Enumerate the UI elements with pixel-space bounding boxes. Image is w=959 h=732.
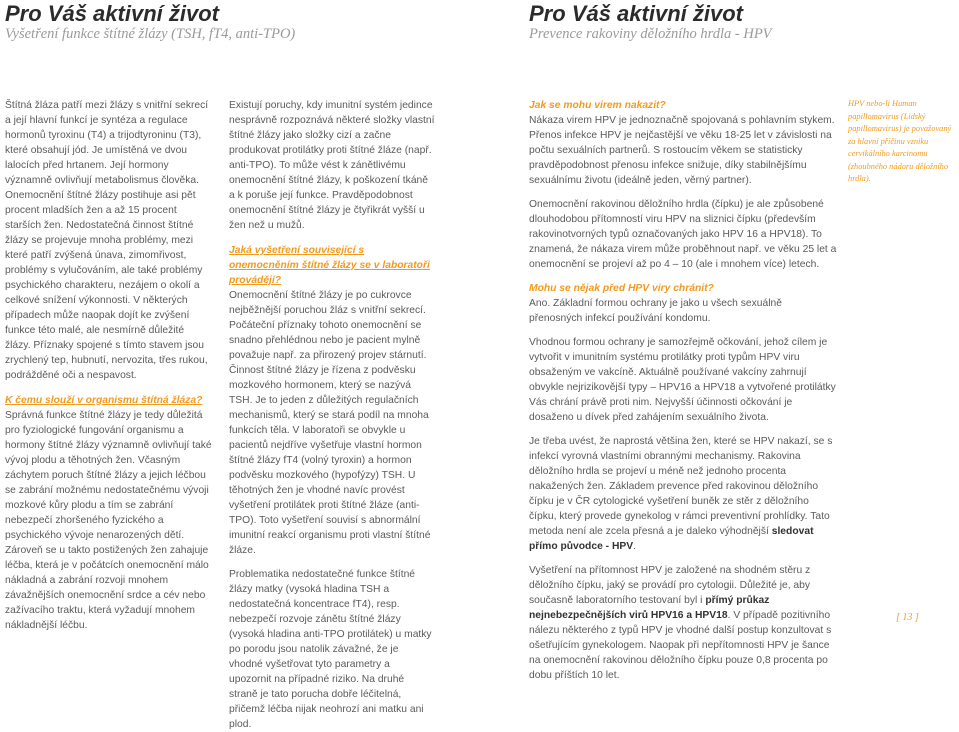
col3-para6: Vyšetření na přítomnost HPV je založené na shodném stěru z děložního čípku, jaký se provádí pro cytologii. Důležité je, aby současně laboratorního testovaní byl i [529, 565, 811, 606]
col2-para3: Problematika nedostatečné funkce štítné žlázy matky (vysoká hladina TSH a nedostatečná koncentrace fT4), resp. nebezpečí rozvoje zánětu štítné žlázy (vysoká hladina anti-TPO protilátek) u matky po porodu jsou natolik závažné, že je vhodné vyšetřovat tyto parametry a upozornit na případné riziko. Na druhé straně je tato porucha dobře léčitelná, přičemž léčba nijak neohrozí ani matku ani plod. [229, 569, 432, 730]
column-hpv [529, 98, 837, 683]
column-thyroid-intro [5, 98, 212, 633]
left-header [5, 2, 465, 43]
col2-para2-c: Činnost štítné žlázy je řízena z podvěsku mozkového hormonem, který se nazývá TSH. Je to jeden z důležitých regulačních mechanismů, který se stará podíl na mnoha funkcích těla. [229, 365, 429, 436]
col3-para6-cont: . V případě pozitivního nálezu některého z typů HPV je vhodné další postup konzultovat s ošetřujícím gynekologem. Naopak při nepřítomnosti HPV je šance na onemocnění rakovinou děložního čípku pouze 0,8 procenta po dobu příštích 10 let. [529, 610, 832, 681]
col1-para1: Štítná žláza patří mezi žlázy s vnitřní sekrecí a její hlavní funkcí je syntéza a regulace hormonů tyroxinu (T4) a trijodtyroninu (T3), které obsahují jód. Je umístěná ve dvou lalocích před hrtanem. Její hormony významně ovlivňují metabolismus člověka. [5, 100, 209, 186]
col3-heading1: Jak se mohu virem nakazit? [529, 100, 666, 111]
col1-para2: Správná funkce štítné žlázy je tedy důležitá pro fyziologické fungování organismu a hormony štítné žlázy významně ovlivňují také vývoj plodu a těhotných žen. [5, 410, 212, 466]
col2-para1: Existují poruchy, kdy imunitní systém jedince nesprávně rozpoznává některé složky vlastní štítné žlázy jako složky cizí a začne produkovat protilátky proti štítné žláze (např. anti-TPO). [229, 100, 435, 171]
right-subtitle: Prevence rakoviny děložního hrdla - HPV [529, 26, 772, 42]
col2-para1-cont: To může vést k zánětlivému onemocnění štítné žlázy, k poškození tkáně a k poruše její funkce. Pravděpodobnost onemocnění štítné žlázy je čtyřikrát vyšší u žen než u mužů. [229, 160, 428, 231]
col3-para5-end: . [633, 541, 637, 552]
col2-para2-d: V laboratoři se obvykle u pacientů nejdříve vyšetřuje vlastní hormon štítné žlázy fT4 (volný tyroxin) a hormon podvěsku mozkového (hypofýzy) TSH. U těhotných žen je vhodné navíc provést vyšetření protilátek proti štítné žláze (anti-TPO). Toto vyšetření souvisí s abnormální imunitní reakcí organismu proti vlastní štítné žláze. [229, 425, 431, 556]
col3-para5-bold: sledovat přímo původce - HPV [529, 526, 814, 552]
col1-para2-cont: Včasným záchytem poruch štítné žlázy a jejich léčbou se zabrání možnému nedostatečnému vývoji mozkové kůry plodu a tím se zabrání nebezpečí zhoršeného fyzického a psychického vývoje nenarozených dětí. Zároveň se u takto postižených žen zahajuje léčba, která je v počátcích onemocnění málo nákladná a zabrání rozvoji mnohem závažnějších onemocnění srdce a cév nebo zažívacího traktu, která vyžadují mnohem nákladnější léčbu. [5, 455, 209, 631]
column-thyroid-tests [229, 98, 435, 732]
col3-para5: Je třeba uvést, že naprostá většina žen, které se HPV nakazí, se s infekcí vyrovná vlastními obrannými mechanismy. Rakovina děložního hrdla se projeví u méně než jednoho procenta nakažených žen. Základem prevence před rakovinou děložního čípku je v ČR cytologické vyšetření buněk ze stěr z děložního čípku, který provede gynekolog v rámci preventivní prohlídky. Tato metoda není ale zcela přesná a je daleko výhodnější [529, 436, 833, 537]
hpv-sidenote: HPV nebo-li Human papillomavirus (Lidský papillomavirus) je považovaný za hlavní příčinu vzniku cervikálního karcinomu (zhoubného nádoru děložního hrdla). [848, 99, 952, 183]
col1-para1-cont: Onemocnění štítné žlázy postihuje asi pět procent mladších žen a až 15 procent starších žen. Nedostatečná činnost štítné žlázy se projevuje mnoha problémy, mezi které patří zvýšená únava, zimomřivost, problémy s vylučováním, ale také problémy psychického charakteru, nezájem o okolí a celkové snížení výkonnosti. V některých případech může naopak dojít ke zvýšení funkce této malé, ale nesmírně důležité žlázy. Příznaky spojené s tímto stavem jsou zrychlený tep, hubnutí, nervozita, třes rukou, podrážděné oči a nespavost. [5, 190, 208, 381]
page-number: [ 13 ] [896, 612, 919, 623]
col3-para2: Onemocnění rakovinou děložního hrdla (čípku) je ale způsobené dlouhodobou přítomností viru HPV na sliznici čípku (především rakovinotvorných typů označovaných jako HPV 16 a HPV18). To znamená, že nákaza virem může proběhnout např. ve věku 25 let a onemocnění se projeví až po 4 – 10 (ale i mnohem více) letech. [529, 199, 837, 270]
col3-heading2: Mohu se nějak před HPV viry chránit? [529, 283, 714, 294]
col2-para2-b: Počáteční příznaky tohoto onemocnění se snadno přehlédnou nebo je pacient mylně považuje např. za přirozený projev stárnutí. [229, 320, 427, 361]
col3-para6-bold: přímý průkaz nejnebezpečnějších virů HPV16 a HPV18 [529, 595, 770, 621]
col3-para1: Nákaza virem HPV je jednoznačně spojovaná s pohlavním stykem. Přenos infekce HPV je nejčastější ve věku 18-25 let v závislosti na počtu sexuálních partnerů. S rostoucím věkem se statisticky pravděpodobnost přenosu infekce snižuje, díky stabilnějšímu sexuálnímu životu (ideálně jeden, věrný partner). [529, 115, 835, 186]
left-title: Pro Váš aktivní život [5, 1, 219, 26]
right-title: Pro Váš aktivní život [529, 1, 743, 26]
col3-para3: Ano. Základní formou ochrany je jako u všech sexuálně přenosných infekcí používání kondomu. [529, 298, 782, 324]
col1-heading: K čemu slouží v organismu štítná žláza? [5, 395, 203, 406]
col3-para4: Vhodnou formou ochrany je samozřejmě očkování, jehož cílem je vytvořit v imunitním systému protilátky proti typům HPV viru obsaženým ve vakcíně. Aktuálně používané vakcíny zahrnují obvykle nejrizikovější typy – HPV16 a HPV18 a vytvořené protilátky Vás chrání právě proti nim. Nejvyšší účinnosti očkování je dosaženo u dívek před zahájením sexuálního života. [529, 337, 836, 423]
col2-heading: Jaká vyšetření související s onemocněním štítné žlázy se v laboratoři provádějí? [229, 245, 430, 286]
right-header [529, 2, 949, 43]
col2-para2: Onemocnění štítné žlázy je po cukrovce nejběžnější poruchou žláz s vnitřní sekrecí. [229, 290, 426, 316]
left-subtitle: Vyšetření funkce štítné žlázy (TSH, fT4, anti-TPO) [5, 26, 296, 42]
